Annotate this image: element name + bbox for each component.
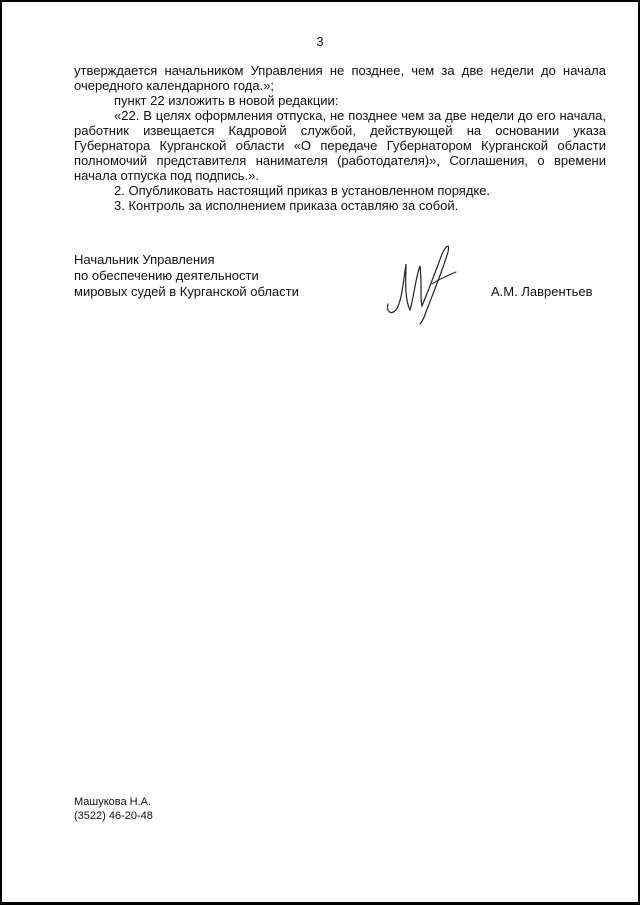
signatory-title-line: мировых судей в Курганской области	[74, 284, 299, 299]
paragraph-line: Губернатора Курганской области «О передаче Губернатором Курганской области	[74, 138, 606, 153]
signatory-title	[74, 252, 334, 300]
executor-phone: (3522) 46-20-48	[74, 810, 153, 822]
signatory-title-line: по обеспечению деятельности	[74, 268, 259, 283]
paragraph-line: 2. Опубликовать настоящий приказ в установленном порядке.	[114, 183, 491, 198]
page-border-left	[0, 0, 2, 905]
paragraph-line: 3. Контроль за исполнением приказа оставляю за собой.	[114, 198, 459, 213]
executor-block	[74, 795, 153, 823]
document-body	[74, 63, 606, 213]
paragraph-line: работник извещается Кадровой службой, действующей на основании указа	[74, 123, 606, 138]
paragraph-line: очередного календарного года.»;	[74, 78, 275, 93]
signatory-name: А.М. Лаврентьев	[491, 284, 593, 299]
paragraph-line: полномочий представителя нанимателя (работодателя)», Соглашения, о времени	[74, 153, 606, 168]
paragraph-line: начала отпуска под подпись.».	[74, 168, 259, 183]
executor-name: Машукова Н.А.	[74, 796, 152, 808]
handwritten-signature	[376, 236, 476, 326]
page-border-top	[0, 0, 640, 2]
paragraph-line: «22. В целях оформления отпуска, не позднее чем за две недели до его начала,	[114, 108, 606, 123]
signatory-title-line: Начальник Управления	[74, 252, 215, 267]
paragraph-line: пункт 22 изложить в новой редакции:	[114, 93, 339, 108]
paragraph-line: утверждается начальником Управления не позднее, чем за две недели до начала	[74, 63, 606, 78]
page-number: 3	[316, 34, 324, 49]
